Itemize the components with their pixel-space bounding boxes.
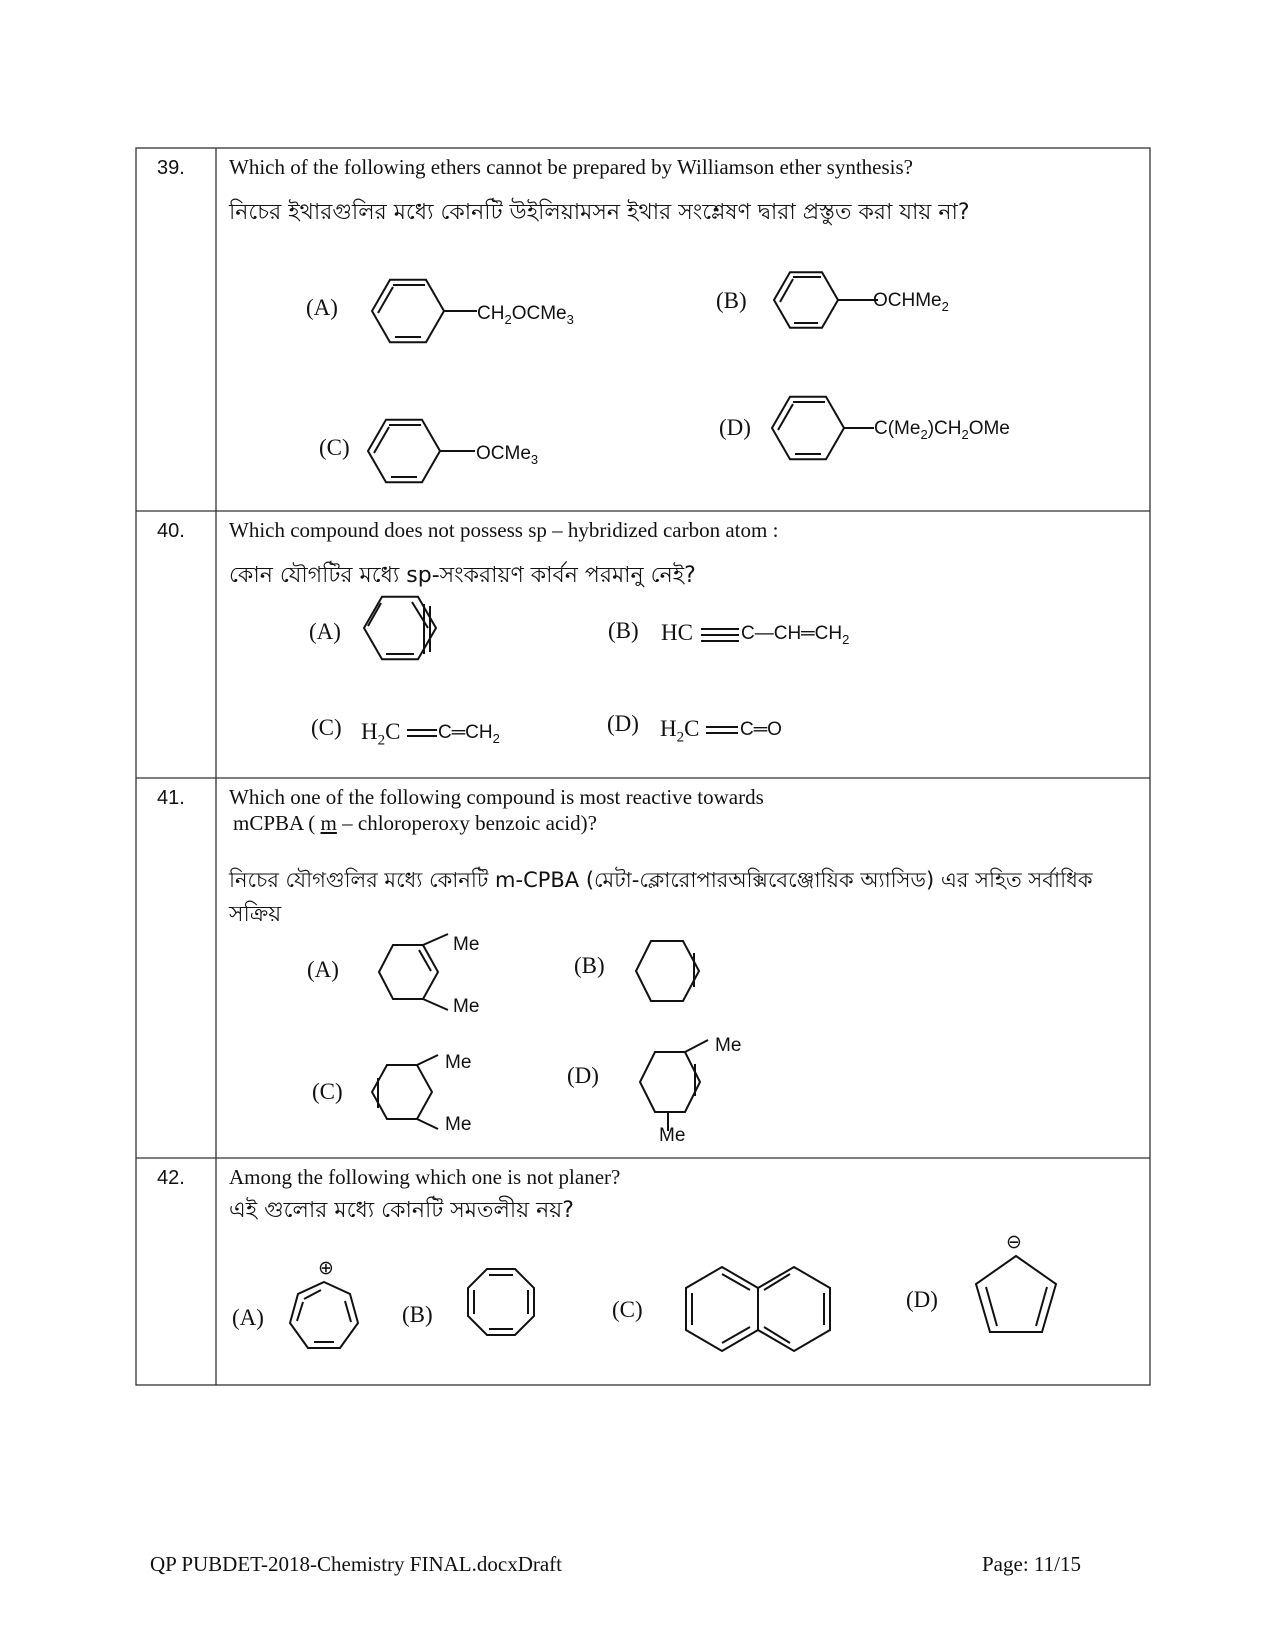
option-d-label: (D) [607,711,639,736]
positive-charge-icon: ⊕ [318,1258,334,1279]
benzyne-ring-icon [360,592,440,672]
option-a-label: (A) [306,295,338,320]
footer-document-name: QP PUBDET-2018-Chemistry FINAL.docxDraft [150,1552,563,1576]
question-text-en: Among the following which one is not planer? [229,1165,621,1189]
option-b-formula-start: HC [661,620,693,645]
option-d-label: (D) [567,1063,599,1088]
naphthalene-ring-icon [684,1263,834,1358]
question-number: 39. [157,157,185,179]
option-c-formula-rest: $C═CH_2$ [438,722,500,746]
option-a-substituent-1: Me [453,934,480,955]
option-b-label: (B) [716,288,747,313]
option-c-label: (C) [312,1079,343,1104]
option-d-label: (D) [906,1287,938,1312]
triple-bond-icon [701,627,741,643]
option-d-substituent-1: Me [715,1035,742,1056]
option-c-formula-start: $H_2C$ [361,719,401,749]
option-b-label: (B) [574,953,605,978]
option-d-formula-start: $H_2C$ [660,716,700,746]
option-a-label: (A) [309,619,341,644]
negative-charge-icon: ⊖ [1006,1232,1022,1253]
option-c-substituent: OCMe$_3$ [476,443,539,467]
option-d-formula-rest: C═O [740,719,782,740]
footer-page-number: Page: 11/15 [982,1552,1081,1576]
question-number: 42. [157,1167,185,1189]
question-text-bn: কোন যৌগটির মধ্যে sp-সংকরায়ণ কার্বন পরমানু নেই? [229,563,696,588]
double-bond-icon [407,727,439,739]
option-c-substituent-2: Me [445,1114,472,1135]
question-text-en: Which one of the following compound is most reactive towards [229,785,764,809]
benzene-ring-icon [766,393,886,473]
option-d-label: (D) [719,415,751,440]
option-c-substituent-1: Me [445,1052,472,1073]
option-d-substituent: $C(Me_2)CH_2OMe$ [874,418,1010,442]
question-number: 41. [157,787,185,809]
option-b-label: (B) [402,1302,433,1327]
option-b-substituent: OCHMe$_2$ [873,290,949,314]
question-text-en-line2: mCPBA ( m – chloroperoxy benzoic acid)? [233,811,597,835]
option-a-substituent-2: Me [453,996,480,1017]
cyclooctatetraene-ring-icon [466,1267,546,1347]
option-a-substituent: $CH_2OCMe_3$ [477,303,574,327]
double-bond-icon [706,724,740,736]
question-text-bn-line2: সক্রিয় [229,902,282,927]
option-c-label: (C) [612,1297,643,1322]
option-a-label: (A) [307,957,339,982]
option-c-label: (C) [319,435,350,460]
question-text-bn: এই গুলোর মধ্যে কোনটি সমতলীয় নয়? [229,1198,574,1223]
question-text-bn: নিচের ইথারগুলির মধ্যে কোনটি উইলিয়ামসন ইথার সংশ্লেষণ দ্বারা প্রস্তুত করা যায় না? [229,200,970,225]
question-text-en: Which of the following ethers cannot be prepared by Williamson ether synthesis? [229,155,913,179]
benzene-ring-icon [766,268,886,338]
tropylium-ring-icon [288,1280,368,1360]
cyclohexene-ring-icon [373,938,463,1008]
question-text-en: Which compound does not possess sp – hybridized carbon atom : [229,518,779,542]
cyclopentadienyl-ring-icon [974,1254,1064,1344]
option-a-label: (A) [232,1305,264,1330]
benzene-ring-icon [360,415,480,495]
question-text-bn: নিচের যৌগগুলির মধ্যে কোনটি m-CPBA (মেটা-ক্লোরোপারঅক্সিবেঞ্জোয়িক অ্যাসিড) এর সহিত সর্বাধিক [229,868,1093,892]
cyclohexene-ring-icon [634,937,709,1007]
option-b-label: (B) [608,618,639,643]
option-c-label: (C) [311,715,342,740]
question-number: 40. [157,520,185,542]
option-d-substituent-2: Me [659,1125,686,1146]
benzene-ring-icon [362,275,482,355]
option-b-formula-rest: $C—CH═CH_2$ [741,623,850,647]
